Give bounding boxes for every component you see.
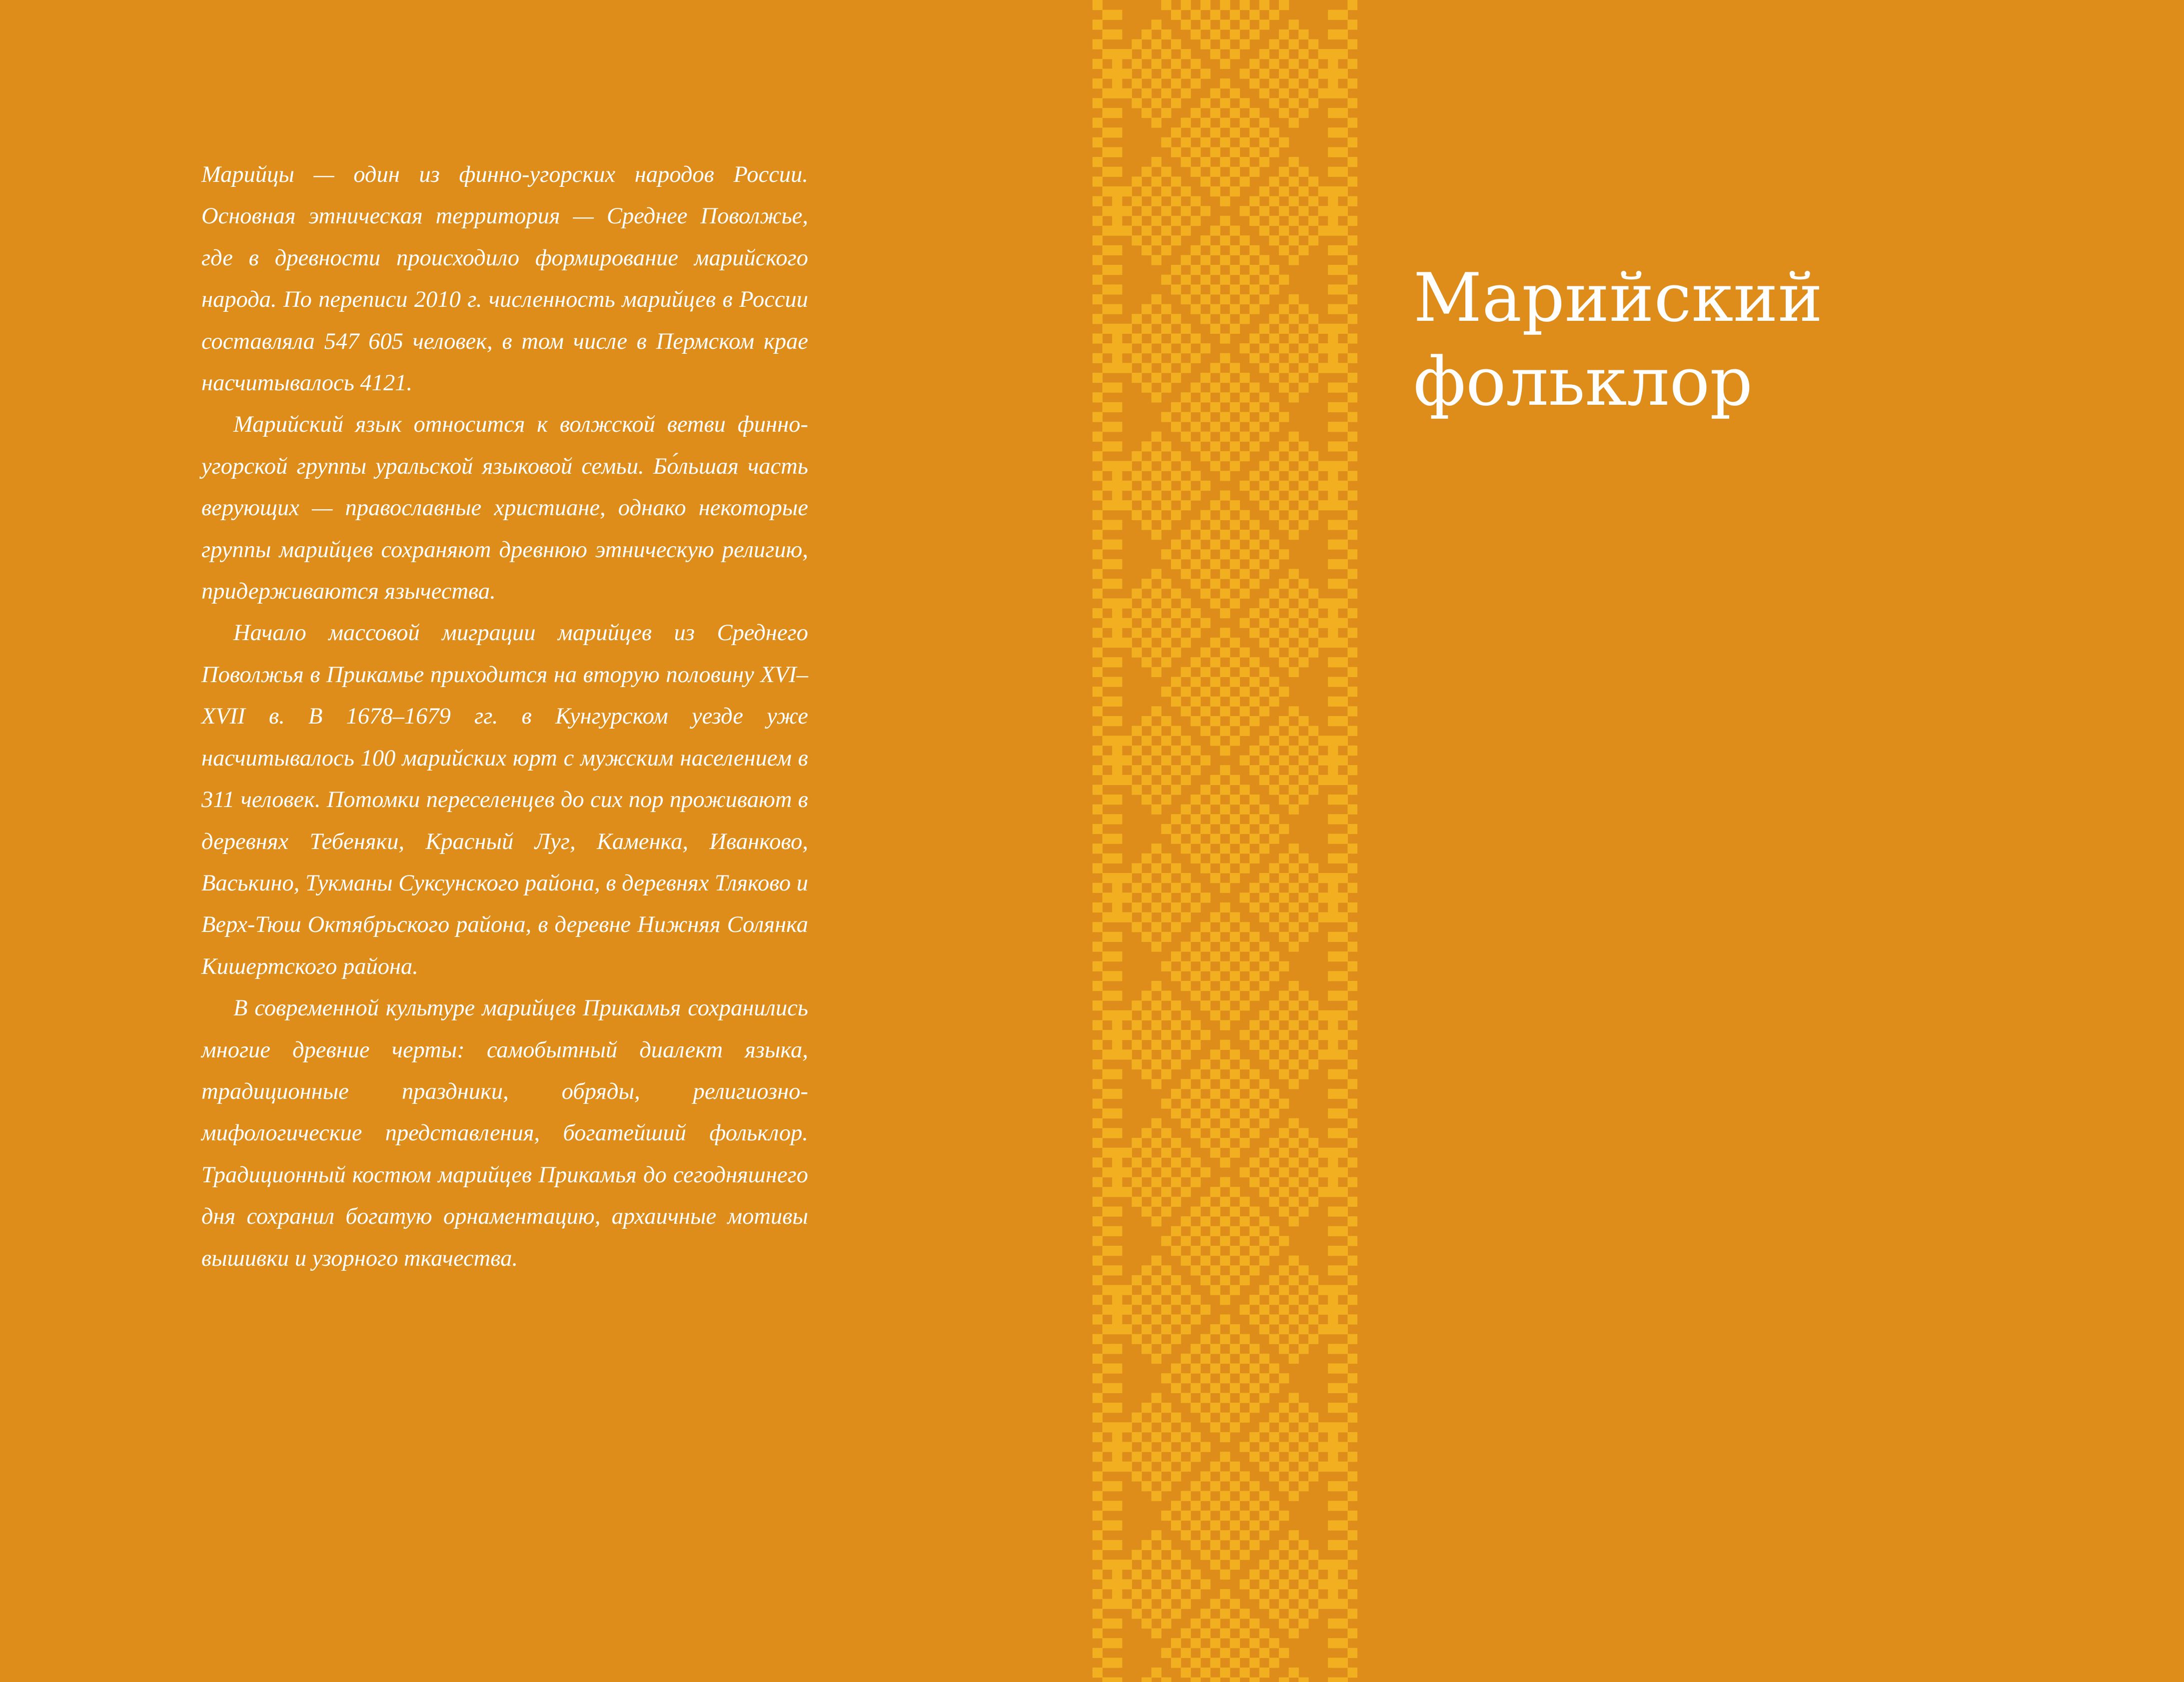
back-cover-paragraph: Марийцы — один из финно-угорских народов России. Основная этническая территория — Среднее Поволжье, где в древности происходило формирование марийского народа. По переписи 2010 г. численность марийцев в России составляла 547 605 человек, в том числе в Пермском крае насчитывалось 4121.	[201, 162, 808, 396]
book-title-line-1: Марийский	[1413, 259, 1823, 337]
back-cover-paragraph: В современной культуре марийцев Прикамья сохранились многие древние черты: самобытный диалект языка, традиционные праздники, обряды, религиозно-мифологические представления, богатейший фольклор. Традиционный костюм марийцев Прикамья до сегодняшнего дня сохранил богатую орнаментацию, архаичные мотивы вышивки и узорного ткачества.	[201, 995, 808, 1271]
embroidery-ornament-band	[1092, 0, 1357, 1682]
book-title	[1413, 256, 2063, 424]
back-cover-paragraph: Начало массовой миграции марийцев из Среднего Поволжья в Прикамье приходится на вторую половину XVI–XVII в. В 1678–1679 гг. в Кунгурском уезде уже насчитывалось 100 марийских юрт с мужским населением в 311 человек. Потомки переселенцев до сих пор проживают в деревнях Тебеняки, Красный Луг, Каменка, Иванково, Васькино, Тукманы Суксунского района, в деревнях Тляково и Верх-Тюш Октябрьского района, в деревне Нижняя Солянка Кишертского района.	[201, 620, 808, 979]
embroidery-ornament-stitches	[1092, 0, 1357, 1682]
back-cover-paragraph: Марийский язык относится к волжской ветви финно-угорской группы уральской языковой семьи. Бо́льшая часть верующих — православные христиане, однако некоторые группы марийцев сохраняют древнюю этническую религию, придерживаются язычества.	[201, 412, 808, 605]
back-cover-text	[201, 154, 808, 1279]
book-title-line-2: фольклор	[1413, 343, 1753, 421]
